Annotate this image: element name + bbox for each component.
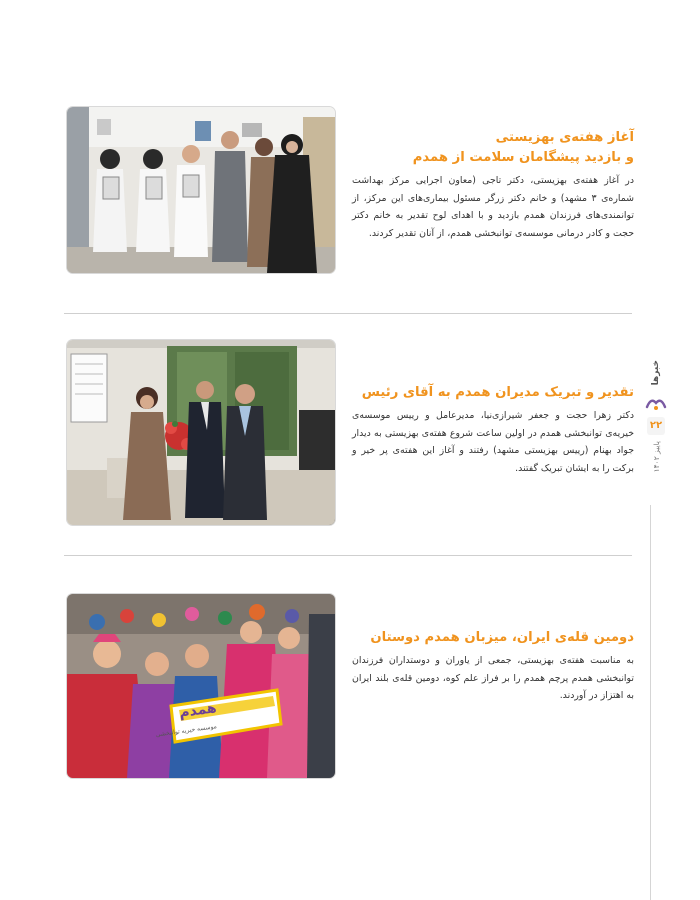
article-3-photo	[67, 594, 335, 778]
article-1-title-line2: و بازدید پیشگامان سلامت از همدم	[412, 150, 634, 165]
article-1-body: در آغاز هفته‌ی بهزیستی، دکتر تاجی (معاون اجرایی مرکز بهداشت شماره‌ی ۳ مشهد) و خانم دکتر زرگر مسئول بیماری‌های این مرکز، از توانمندی‌های فرزندان همدم بازدید و با اهدای لوح تقدیر به خانم دکتر حجت و کادر درمانی موسسه‌ی توانبخشی همدم، از آنان تقدیر کردند.	[352, 175, 634, 239]
article-3-body: به مناسبت هفته‌ی بهزیستی، جمعی از یاوران و دوستداران فرزندان توانبخشی همدم پرچم همدم را بر فراز علم کوه، دومین قله‌ی بلند ایران به اهتزاز در آوردند.	[352, 655, 634, 702]
article-1-title-line1: آغاز هفته‌ی بهزیستی	[495, 130, 634, 145]
article-2-text	[352, 383, 634, 477]
article-3-title: دومین قله‌ی ایران، میزبان همدم دوستان	[370, 630, 634, 645]
flower-presentation-photo-image	[67, 340, 335, 525]
hamdam-logo-icon	[645, 395, 667, 411]
page-number: ۲۲	[647, 417, 665, 435]
banner-subtext: موسسه خیریه توانبخشی	[155, 723, 218, 739]
divider-1	[64, 313, 632, 314]
banner-logo-text: همدم	[178, 700, 218, 722]
article-2-body: دکتر زهرا حجت و جعفر شیرازی‌نیا، مدیرعامل و رییس موسسه‌ی خیریه‌ی توانبخشی همدم در اولین ساعت شروع هفته‌ی بهزیستی به دیدار جواد بهنام (رییس بهزیستی مشهد) رفتند و آغاز این هفته‌ی پر خیر و برکت را به ایشان تبریک گفتند.	[352, 410, 634, 474]
article-1-photo	[67, 107, 335, 273]
article-1-text	[352, 128, 634, 242]
mountain-climbers-photo-image	[67, 594, 335, 778]
article-2-photo	[67, 340, 335, 525]
office-group-photo-image	[67, 107, 335, 273]
issue-label: پاییز ۱۴۰۲	[651, 441, 661, 473]
sidebar-rule	[650, 505, 651, 900]
article-2-title: تقدیر و تبریک مدیران همدم به آقای رئیس	[361, 385, 634, 400]
divider-2	[64, 555, 632, 556]
article-3-text	[352, 628, 634, 705]
page-sidebar	[641, 360, 671, 477]
section-label: خبرها	[651, 360, 661, 386]
article-1-title	[352, 128, 634, 168]
